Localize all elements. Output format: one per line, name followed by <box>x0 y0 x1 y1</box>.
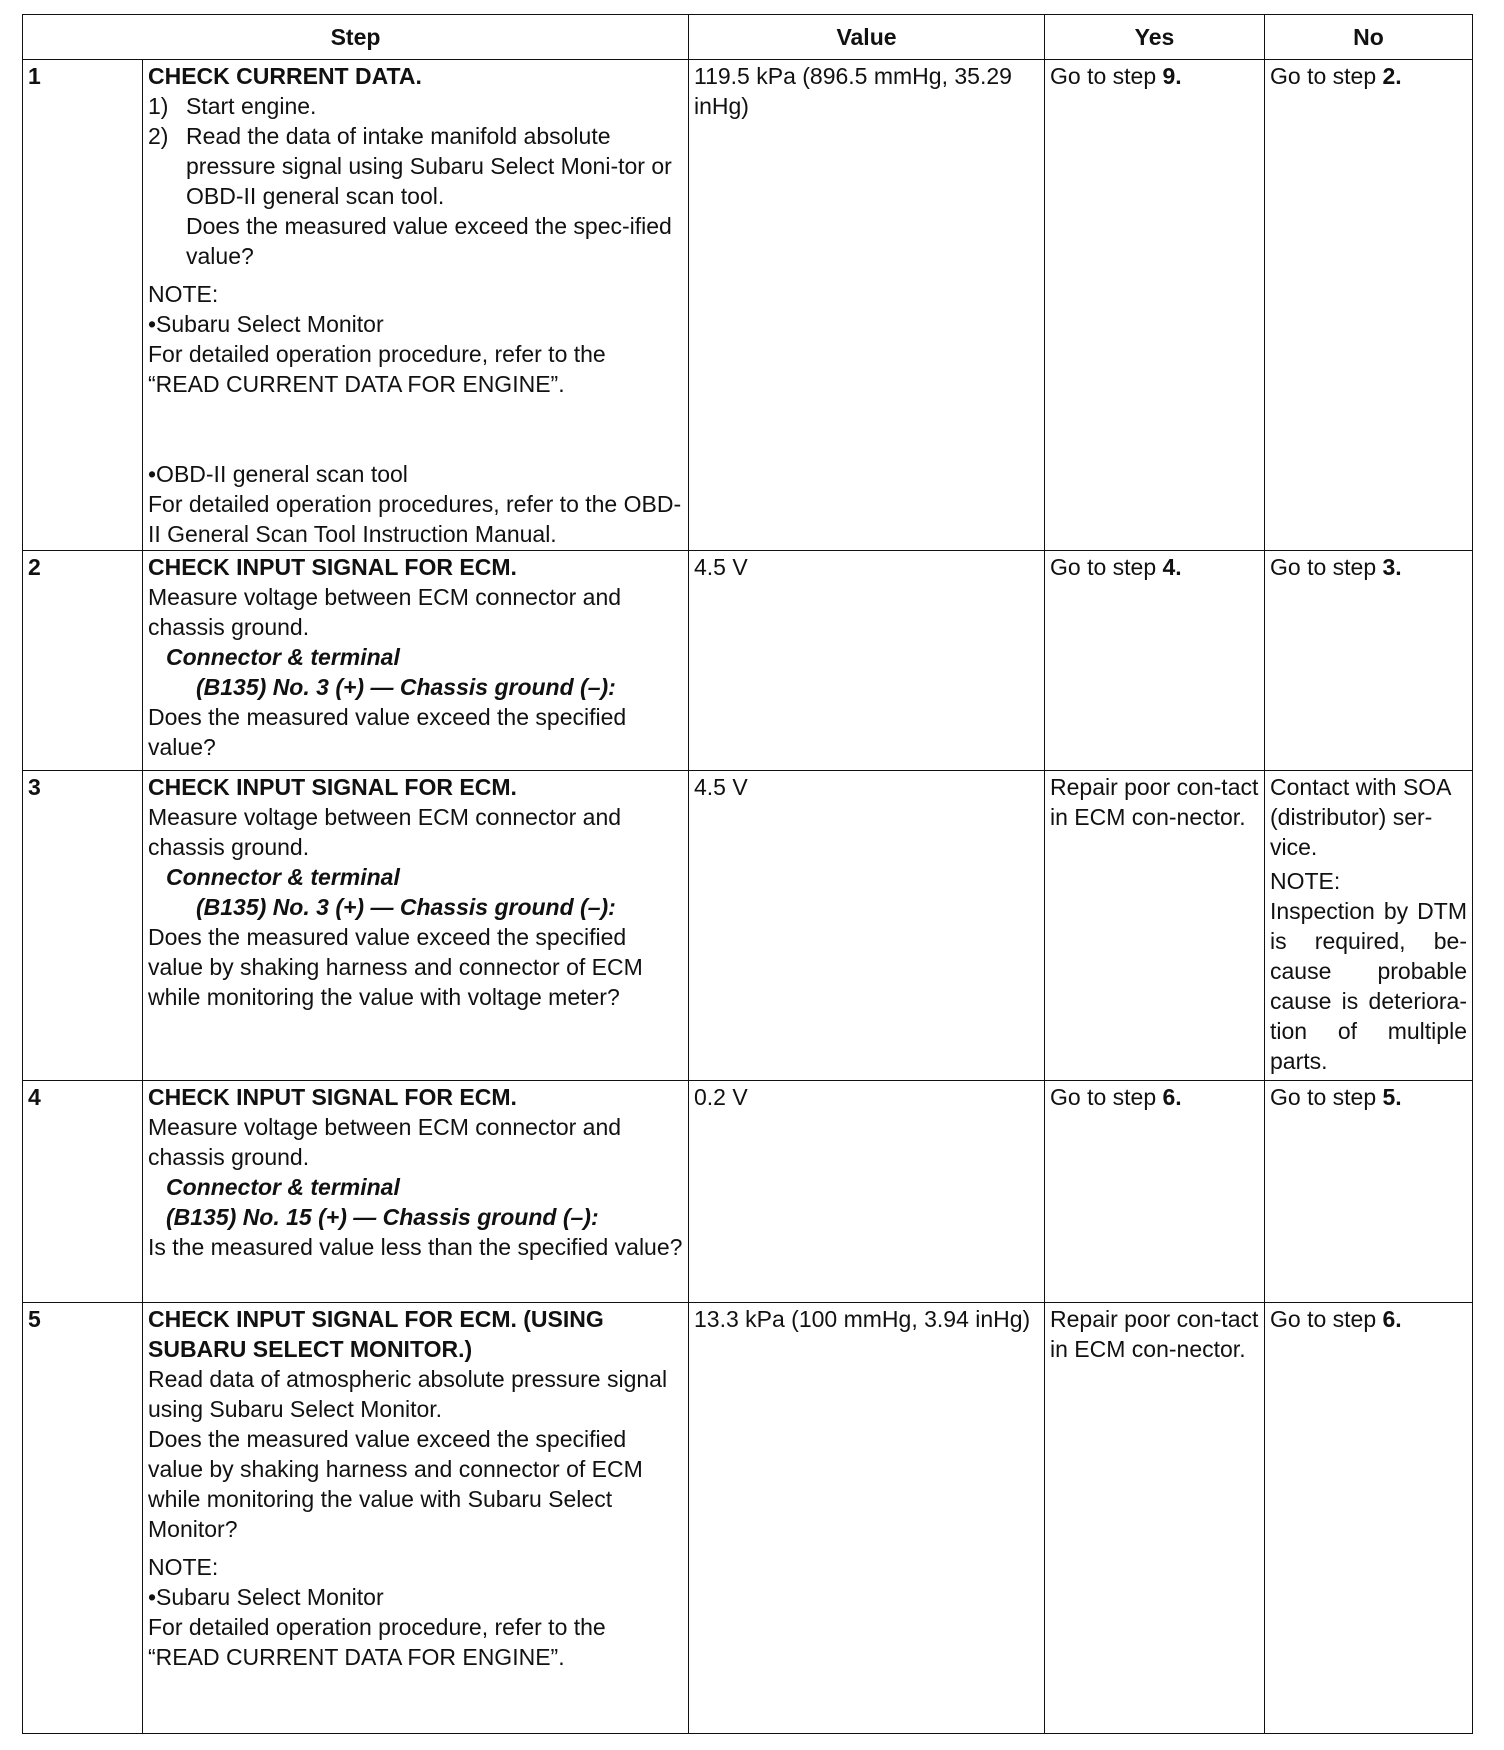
table-row <box>23 1081 1473 1303</box>
step-question: Does the measured value exceed the specified value by shaking harness and connector of ECM while monitoring the value with Subaru Select Monitor? <box>148 1426 643 1542</box>
note-title: •Subaru Select Monitor <box>148 1584 384 1610</box>
go-to-label: Go to step <box>1270 554 1377 580</box>
no-action <box>1265 551 1473 771</box>
no-text: Contact with SOA (distributor) ser-vice. <box>1270 774 1451 860</box>
note-text: For detailed operation procedures, refer to the OBD-II General Scan Tool Instruction Manual. <box>148 491 682 547</box>
step-text: Measure voltage between ECM connector and chassis ground. <box>148 1114 622 1170</box>
step-question: Does the measured value exceed the specified value? <box>148 704 627 760</box>
step-title: CHECK INPUT SIGNAL FOR ECM. <box>148 1084 517 1110</box>
step-number: 5 <box>23 1303 143 1734</box>
header-yes: Yes <box>1045 15 1265 60</box>
yes-action <box>1045 1081 1265 1303</box>
go-to-label: Go to step <box>1270 1084 1377 1110</box>
step-question: Is the measured value less than the specified value? <box>148 1234 683 1260</box>
note-text: For detailed operation procedure, refer to the “READ CURRENT DATA FOR ENGINE”. <box>148 341 606 397</box>
go-to-label: Go to step <box>1050 554 1157 580</box>
step-number: 2 <box>23 551 143 771</box>
go-to-label: Go to step <box>1050 1084 1157 1110</box>
step-description <box>143 551 689 771</box>
step-number: 1 <box>23 60 143 551</box>
step-question: Does the measured value exceed the specified value by shaking harness and connector of ECM while monitoring the value with voltage meter? <box>148 924 643 1010</box>
note-title: •OBD-II general scan tool <box>148 461 408 487</box>
list-number: 2) <box>148 123 169 149</box>
no-action <box>1265 771 1473 1081</box>
step-title: CHECK CURRENT DATA. <box>148 63 422 89</box>
list-text: Start engine. <box>186 93 317 119</box>
go-to-step: 3. <box>1382 554 1402 580</box>
header-step: Step <box>23 15 689 60</box>
step-title: CHECK INPUT SIGNAL FOR ECM. <box>148 554 517 580</box>
table-row <box>23 551 1473 771</box>
no-action <box>1265 60 1473 551</box>
header-value: Value <box>689 15 1045 60</box>
go-to-step: 4. <box>1162 554 1182 580</box>
step-value: 13.3 kPa (100 mmHg, 3.94 inHg) <box>689 1303 1045 1734</box>
diagnostic-table <box>22 14 1473 1734</box>
note-label: NOTE: <box>1270 868 1341 894</box>
header-no: No <box>1265 15 1473 60</box>
step-text: Read data of atmospheric absolute pressure signal using Subaru Select Monitor. <box>148 1366 668 1422</box>
note-label: NOTE: <box>148 281 219 307</box>
step-value: 4.5 V <box>689 551 1045 771</box>
table-row <box>23 1303 1473 1734</box>
go-to-step: 6. <box>1382 1306 1402 1332</box>
table-row <box>23 60 1473 551</box>
go-to-step: 2. <box>1382 63 1402 89</box>
step-number: 4 <box>23 1081 143 1303</box>
go-to-label: Go to step <box>1050 63 1157 89</box>
step-value: 119.5 kPa (896.5 mmHg, 35.29 inHg) <box>689 60 1045 551</box>
step-value: 4.5 V <box>689 771 1045 1081</box>
yes-action <box>1045 60 1265 551</box>
no-action <box>1265 1081 1473 1303</box>
no-action <box>1265 1303 1473 1734</box>
list-item <box>148 91 683 121</box>
connector-label: Connector & terminal <box>166 864 400 890</box>
step-title: CHECK INPUT SIGNAL FOR ECM. (USING SUBARU SELECT MONITOR.) <box>148 1306 604 1362</box>
step-text: Measure voltage between ECM connector and chassis ground. <box>148 584 622 640</box>
note-label: NOTE: <box>148 1554 219 1580</box>
connector-label: Connector & terminal <box>166 1174 400 1200</box>
go-to-label: Go to step <box>1270 63 1377 89</box>
connector-spec: (B135) No. 15 (+) — Chassis ground (–): <box>166 1204 599 1230</box>
step-description <box>143 60 689 551</box>
connector-label: Connector & terminal <box>166 644 400 670</box>
step-number: 3 <box>23 771 143 1081</box>
connector-spec: (B135) No. 3 (+) — Chassis ground (–): <box>196 674 616 700</box>
note-text: Inspection by DTM is required, be-cause probable cause is deteriora-tion of multiple parts. <box>1270 898 1467 1074</box>
step-description <box>143 1081 689 1303</box>
list-number: 1) <box>148 93 169 119</box>
list-text: Read the data of intake manifold absolute pressure signal using Subaru Select Moni-tor or OBD-II general scan tool. <box>186 123 672 209</box>
yes-action <box>1045 551 1265 771</box>
step-description <box>143 771 689 1081</box>
list-item <box>148 121 683 211</box>
step-title: CHECK INPUT SIGNAL FOR ECM. <box>148 774 517 800</box>
go-to-step: 9. <box>1162 63 1182 89</box>
go-to-label: Go to step <box>1270 1306 1377 1332</box>
step-description <box>143 1303 689 1734</box>
connector-spec: (B135) No. 3 (+) — Chassis ground (–): <box>196 894 616 920</box>
step-value: 0.2 V <box>689 1081 1045 1303</box>
step-question: Does the measured value exceed the spec-ified value? <box>186 213 672 269</box>
note-title: •Subaru Select Monitor <box>148 311 384 337</box>
yes-action: Repair poor con-tact in ECM con-nector. <box>1045 771 1265 1081</box>
table-row <box>23 771 1473 1081</box>
step-text: Measure voltage between ECM connector and chassis ground. <box>148 804 622 860</box>
go-to-step: 6. <box>1162 1084 1182 1110</box>
go-to-step: 5. <box>1382 1084 1402 1110</box>
header-row <box>23 15 1473 60</box>
note-text: For detailed operation procedure, refer to the “READ CURRENT DATA FOR ENGINE”. <box>148 1614 606 1670</box>
yes-action: Repair poor con-tact in ECM con-nector. <box>1045 1303 1265 1734</box>
